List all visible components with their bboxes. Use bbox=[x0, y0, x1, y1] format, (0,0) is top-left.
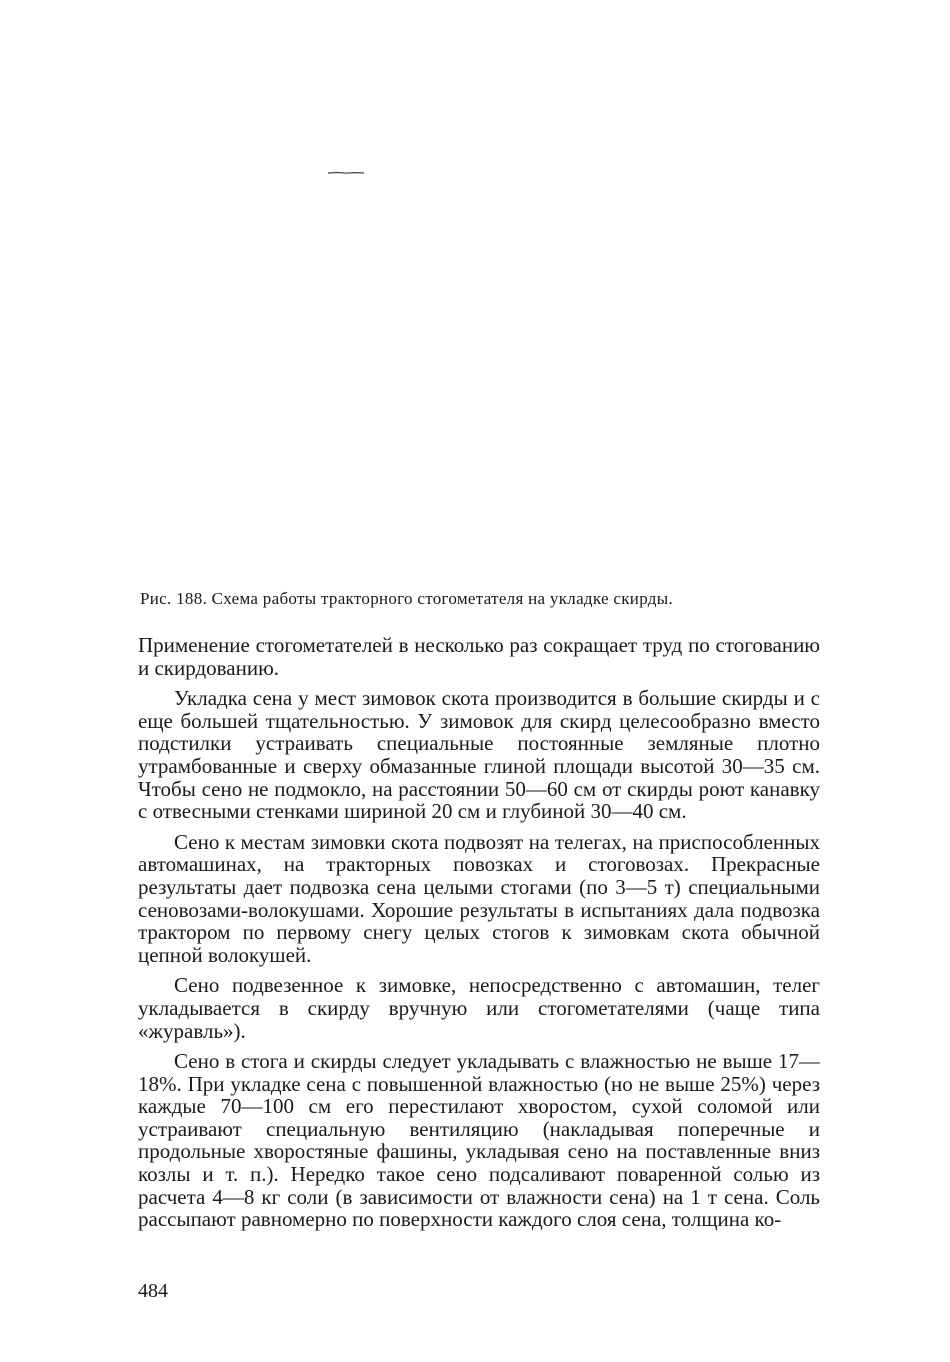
figure-caption: Рис. 188. Схема работы тракторного стогометателя на укладке скирды. bbox=[140, 589, 673, 608]
page-number: 484 bbox=[138, 1280, 168, 1302]
paragraph-5: Сено в стога и скирды следует укладывать с влажностью не выше 17—18%. При укладке сена с повышенной влажностью (но не выше 25%) через каждые 70—100 см его перестилают хворостом, сухой соломой или устраивают специальную вентиляцию (накладывая поперечные и продольные хворостяные фашины, укладывая сено на поставленные вниз козлы и т. п.). Нередко такое сено подсаливают поваренной солью из расчета 4—8 кг соли (в зависимости от влажности сена) на 1 т сена. Соль рассыпают равномерно по поверхности каждого слоя сена, толщина ко- bbox=[138, 1049, 820, 1232]
paragraph-1: Применение стогометателей в несколько раз сокращает труд по стогованию и скирдованию. bbox=[138, 633, 820, 680]
figure-mark bbox=[328, 170, 364, 176]
figure-area bbox=[138, 150, 818, 580]
paragraph-2: Укладка сена у мест зимовок скота производится в большие скирды и с еще большей тщательностью. У зимовок для скирд целесообразно вместо подстилки устраивать специальные постоянные земляные плотно утрамбованные и сверху обмазанные глиной площади высотой 30—35 см. Чтобы сено не подмокло, на расстоянии 50—60 см от скирды роют канавку с отвесными стенками шириной 20 см и глубиной 30—40 см. bbox=[138, 686, 820, 824]
body-text bbox=[138, 634, 820, 1239]
paragraph-4: Сено подвезенное к зимовке, непосредственно с автомашин, телег укладывается в скирду вручную или стогометателями (чаще типа «журавль»). bbox=[138, 973, 820, 1043]
paragraph-3: Сено к местам зимовки скота подвозят на телегах, на приспособленных автомашинах, на тракторных повозках и стоговозах. Прекрасные результаты дает подвозка сена целыми стогами (по 3—5 т) специальными сеновозами-волокушами. Хорошие результаты в испытаниях дала подвозка трактором по первому снегу целых стогов к зимовкам скота обычной цепной волокушей. bbox=[138, 829, 820, 967]
